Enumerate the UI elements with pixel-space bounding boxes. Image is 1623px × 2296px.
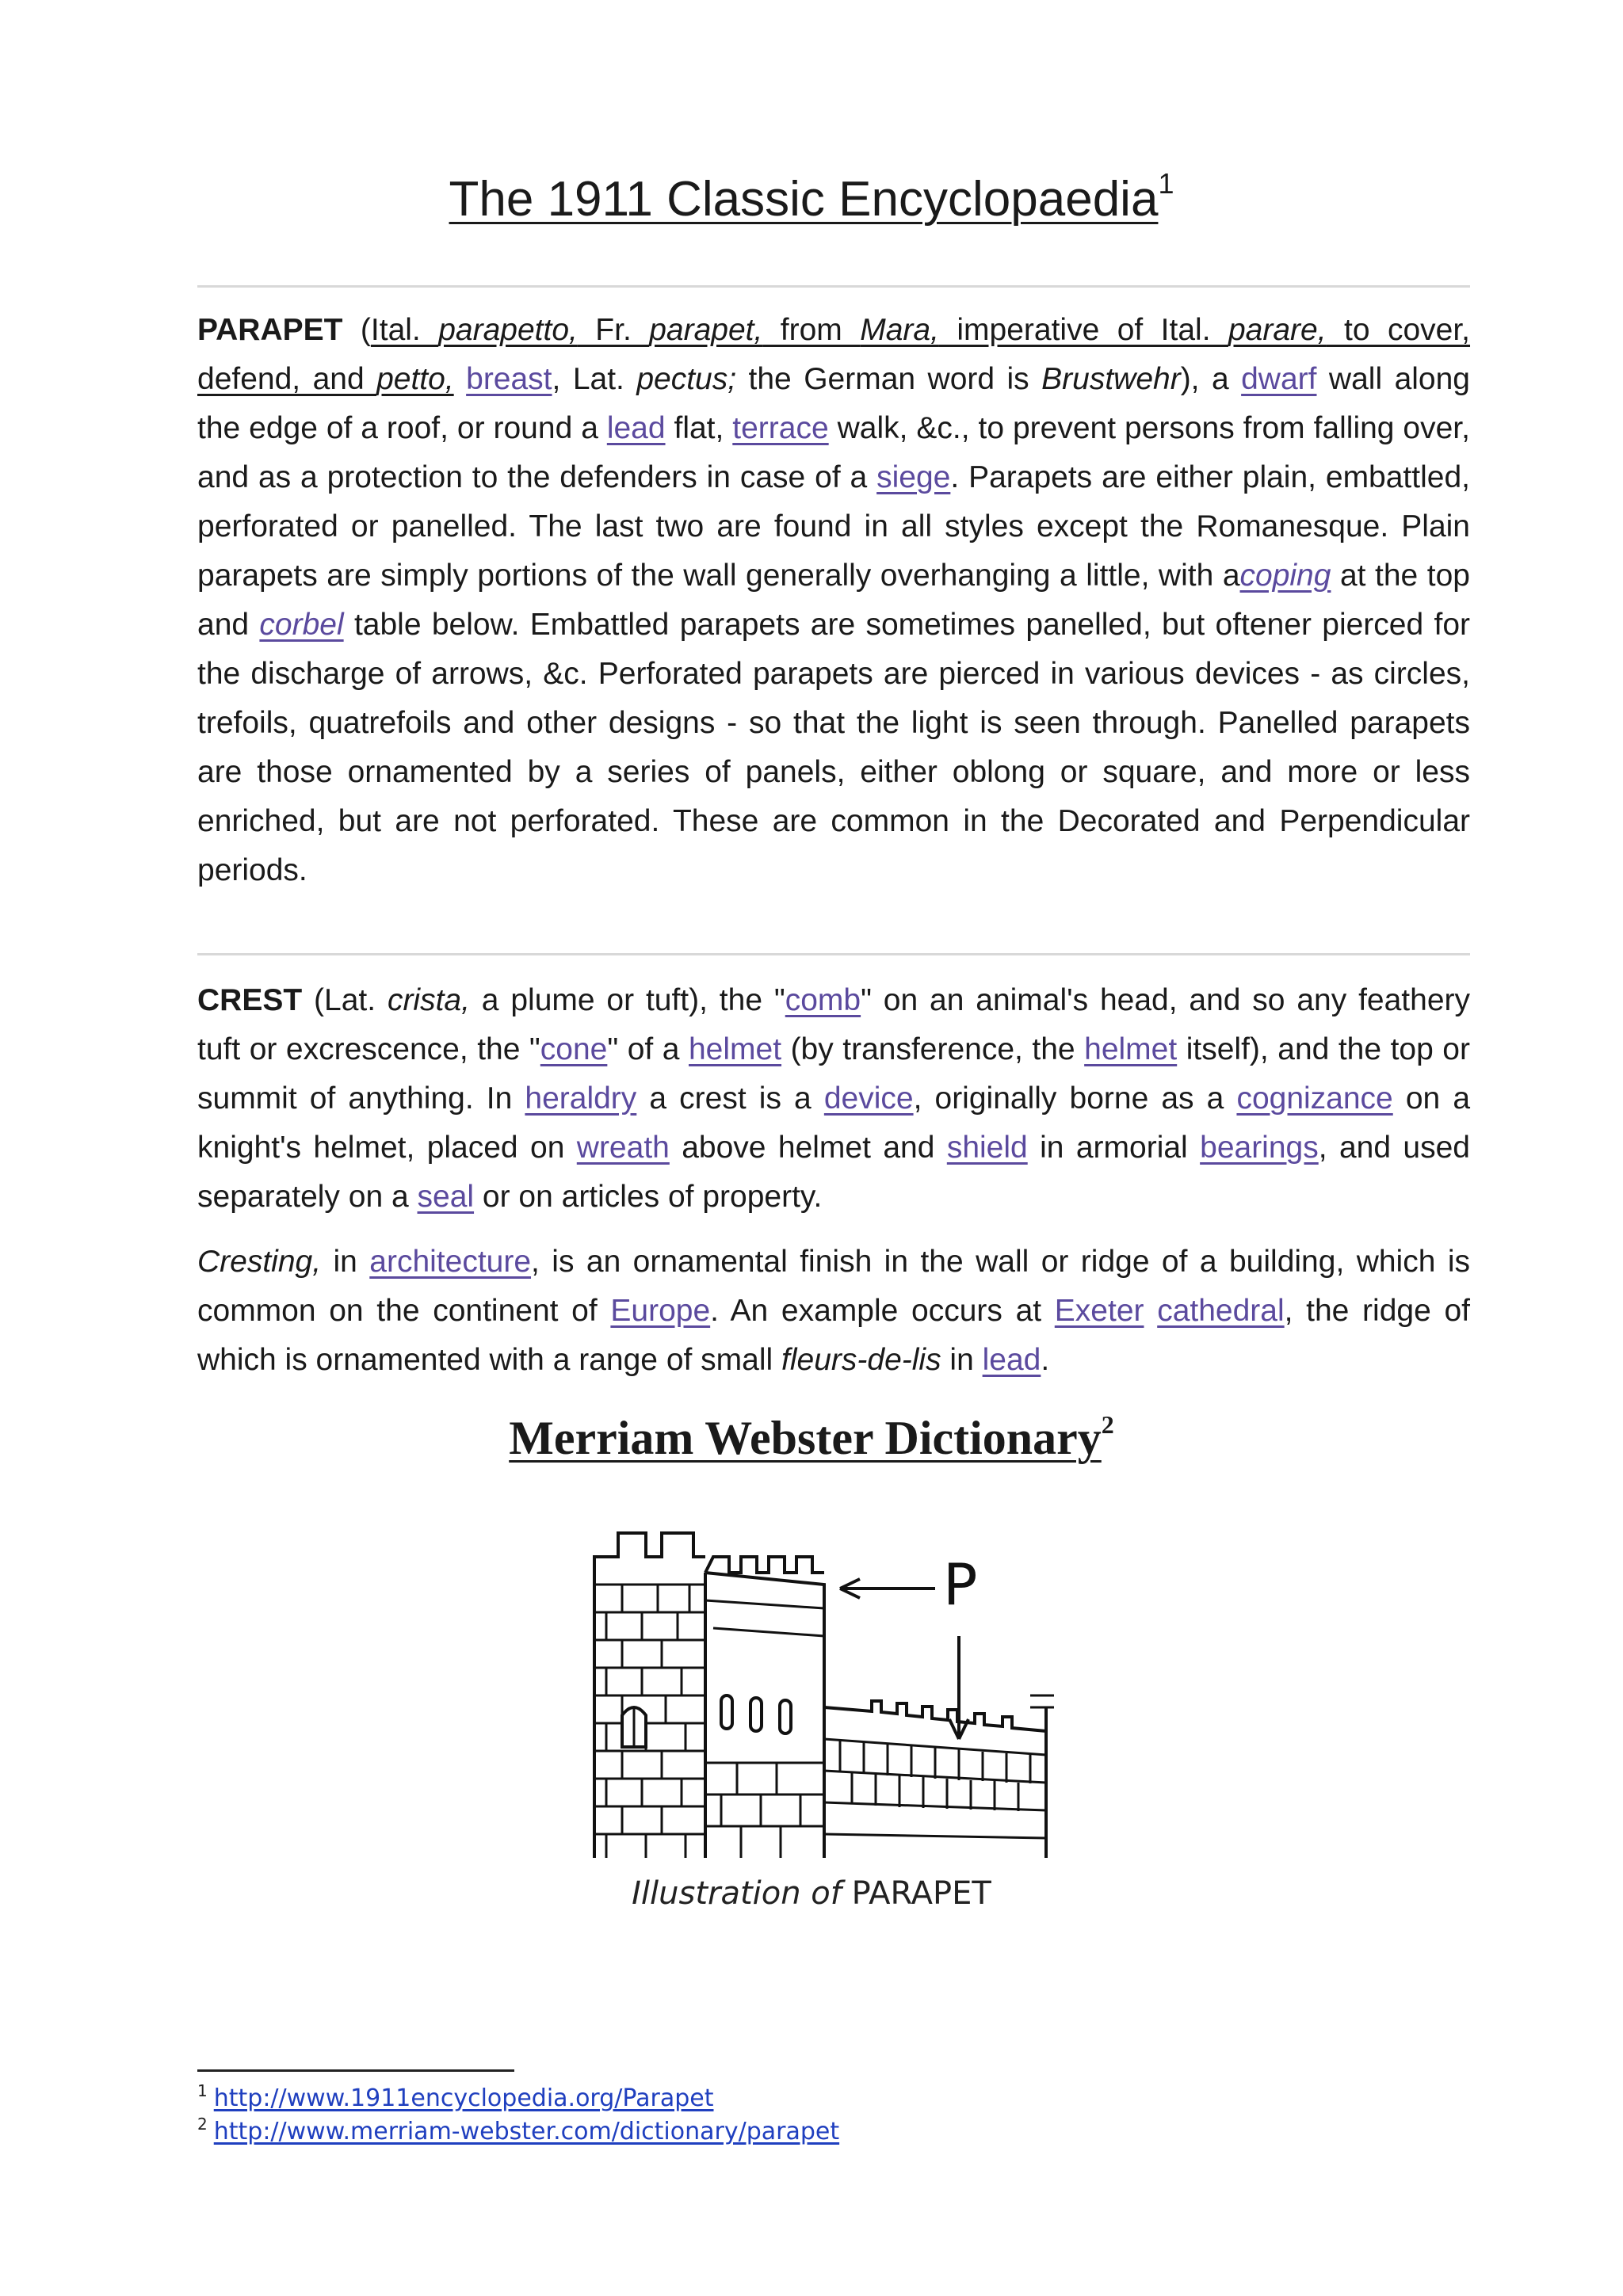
- parapet-term: PARAPET: [197, 313, 343, 347]
- caption-italic: Illustration of: [632, 1875, 842, 1912]
- footnote-link-merriam[interactable]: http://www.merriam-webster.com/dictionary/parapet: [213, 2118, 840, 2145]
- merriam-webster-heading-text: Merriam Webster Dictionary: [509, 1412, 1102, 1464]
- italic-run: parapet,: [649, 313, 763, 347]
- heading-footnote-mark[interactable]: 2: [1101, 1410, 1114, 1439]
- link-exeter[interactable]: Exeter: [1054, 1294, 1144, 1328]
- text-run: (by transference, the: [781, 1032, 1085, 1066]
- text-run: Fr.: [577, 313, 650, 347]
- link-device[interactable]: device: [823, 1081, 914, 1116]
- crest-paragraph: [197, 976, 1470, 1222]
- link-lead[interactable]: lead: [606, 411, 666, 445]
- link-shield[interactable]: shield: [946, 1131, 1028, 1165]
- page-title-text: The 1911 Classic Encyclopaedia: [449, 172, 1159, 227]
- link-breast[interactable]: breast: [466, 362, 552, 396]
- link-helmet-2[interactable]: helmet: [1084, 1032, 1178, 1066]
- text-run: the German word is: [736, 362, 1042, 396]
- text-run: " of a: [607, 1032, 689, 1066]
- text-run: imperative of Ital.: [938, 313, 1228, 347]
- crest-term: CREST: [197, 983, 303, 1017]
- text-run: , and used separately on a: [197, 1131, 1470, 1214]
- link-architecture[interactable]: architecture: [369, 1245, 532, 1279]
- text-run: above helmet and: [669, 1131, 947, 1165]
- italic-run: petto,: [376, 362, 454, 396]
- text-run: table below. Embattled parapets are sometimes panelled, but oftener pierced for the discharge of arrows, &c. Perforated parapets are pierced in various devices - as circles, trefoils, quatrefoils and other designs - so that the light is seen through. Panelled parapets are those ornamented by a series of panels, either oblong or square, and more or less enriched, but are not perforated. These are common in the Decorated and Perpendicular periods.: [197, 608, 1471, 887]
- section-divider-1: [197, 285, 1470, 288]
- text-run: wall along the edge of a roof, or round a: [197, 362, 1470, 445]
- text-run: , the ridge of which is ornamented with a range of small: [197, 1294, 1470, 1377]
- link-bearings[interactable]: bearings: [1200, 1131, 1319, 1165]
- text-run: " on an animal's head, and so any feathery tuft or excrescence, the ": [197, 983, 1470, 1066]
- text-run: at the top and: [197, 559, 1470, 642]
- italic-run: Brustwehr: [1041, 362, 1181, 396]
- italic-run: parapetto,: [438, 313, 578, 347]
- text-run: . Parapets are either plain, embattled, perforated or panelled. The last two are found in all styles except the Romanesque. Plain parapets are simply portions of the wall generally overhanging a little, with a: [197, 460, 1470, 593]
- text-run: a crest is a: [636, 1081, 824, 1116]
- text-run: itself), and the top or summit of anything. In: [197, 1032, 1470, 1116]
- text-run: (Lat.: [302, 983, 388, 1017]
- link-lead-2[interactable]: lead: [982, 1343, 1041, 1377]
- text-run: , is an ornamental finish in the wall or ridge of a building, which is common on the continent of: [197, 1245, 1470, 1328]
- caption-word: PARAPET: [851, 1875, 991, 1912]
- link-corbel[interactable]: [259, 608, 343, 642]
- link-terrace[interactable]: terrace: [732, 411, 829, 445]
- text-run: , Lat.: [552, 362, 637, 396]
- entry-parapet: [197, 306, 1470, 895]
- link-helmet[interactable]: helmet: [688, 1032, 782, 1066]
- link-cathedral[interactable]: cathedral: [1157, 1294, 1285, 1328]
- link-seal[interactable]: seal: [417, 1180, 475, 1214]
- entry-crest: [197, 976, 1470, 1385]
- illustration-label-p: P: [943, 1551, 978, 1618]
- italic-run: coping: [1239, 559, 1331, 593]
- link-heraldry[interactable]: heraldry: [525, 1081, 637, 1116]
- link-europe[interactable]: Europe: [610, 1294, 711, 1328]
- text-run: . An example occurs at: [710, 1294, 1055, 1328]
- link-cognizance[interactable]: cognizance: [1236, 1081, 1393, 1116]
- italic-run: crista,: [387, 983, 470, 1017]
- section-divider-2: [197, 953, 1470, 955]
- cresting-paragraph: [197, 1238, 1470, 1385]
- text-run: from: [762, 313, 861, 347]
- footnote-separator: [197, 2069, 514, 2072]
- text-run: .: [1041, 1343, 1050, 1377]
- text-run: [1144, 1294, 1158, 1328]
- parapet-illustration: [586, 1525, 1054, 1858]
- parapet-paragraph: [197, 306, 1470, 895]
- merriam-webster-heading: [0, 1393, 1623, 1470]
- link-dwarf[interactable]: dwarf: [1241, 362, 1317, 396]
- text-run: ), a: [1180, 362, 1242, 396]
- italic-run: parare,: [1228, 313, 1327, 347]
- footnote-mark: 2: [197, 2115, 208, 2134]
- text-run: , originally borne as a: [913, 1081, 1237, 1116]
- text-run: in: [941, 1343, 983, 1377]
- illustration-caption: [0, 1871, 1623, 1916]
- text-run: Ital.: [370, 313, 439, 347]
- text-run: (: [342, 313, 371, 347]
- text-run: on a knight's helmet, placed on: [197, 1081, 1471, 1165]
- text-run: flat,: [665, 411, 733, 445]
- footnote-link-1911[interactable]: http://www.1911encyclopedia.org/Parapet: [213, 2084, 714, 2112]
- text-run: or on articles of property.: [474, 1180, 823, 1214]
- link-cone[interactable]: cone: [540, 1032, 608, 1066]
- italic-run: pectus;: [636, 362, 737, 396]
- text-run: walk, &c., to prevent persons from falling over, and as a protection to the defenders in case of a: [197, 411, 1470, 494]
- footnote-mark: 1: [197, 2081, 208, 2100]
- link-comb[interactable]: comb: [785, 983, 861, 1017]
- text-run: [454, 362, 466, 396]
- link-siege[interactable]: siege: [876, 460, 951, 494]
- text-run: in armorial: [1027, 1131, 1201, 1165]
- italic-run: corbel: [259, 608, 344, 642]
- link-coping[interactable]: [1240, 559, 1331, 593]
- cresting-term: Cresting,: [197, 1245, 322, 1279]
- text-run: a plume or tuft), the ": [469, 983, 785, 1017]
- footnote-2: [197, 2107, 839, 2149]
- page-title: [0, 151, 1623, 233]
- text-run: in: [321, 1245, 370, 1279]
- link-wreath[interactable]: wreath: [576, 1131, 670, 1165]
- text-run: to cover, defend, and: [197, 313, 1471, 396]
- title-footnote-mark[interactable]: 1: [1158, 167, 1174, 200]
- italic-run: fleurs-de-lis: [781, 1343, 941, 1377]
- italic-run: Mara,: [860, 313, 939, 347]
